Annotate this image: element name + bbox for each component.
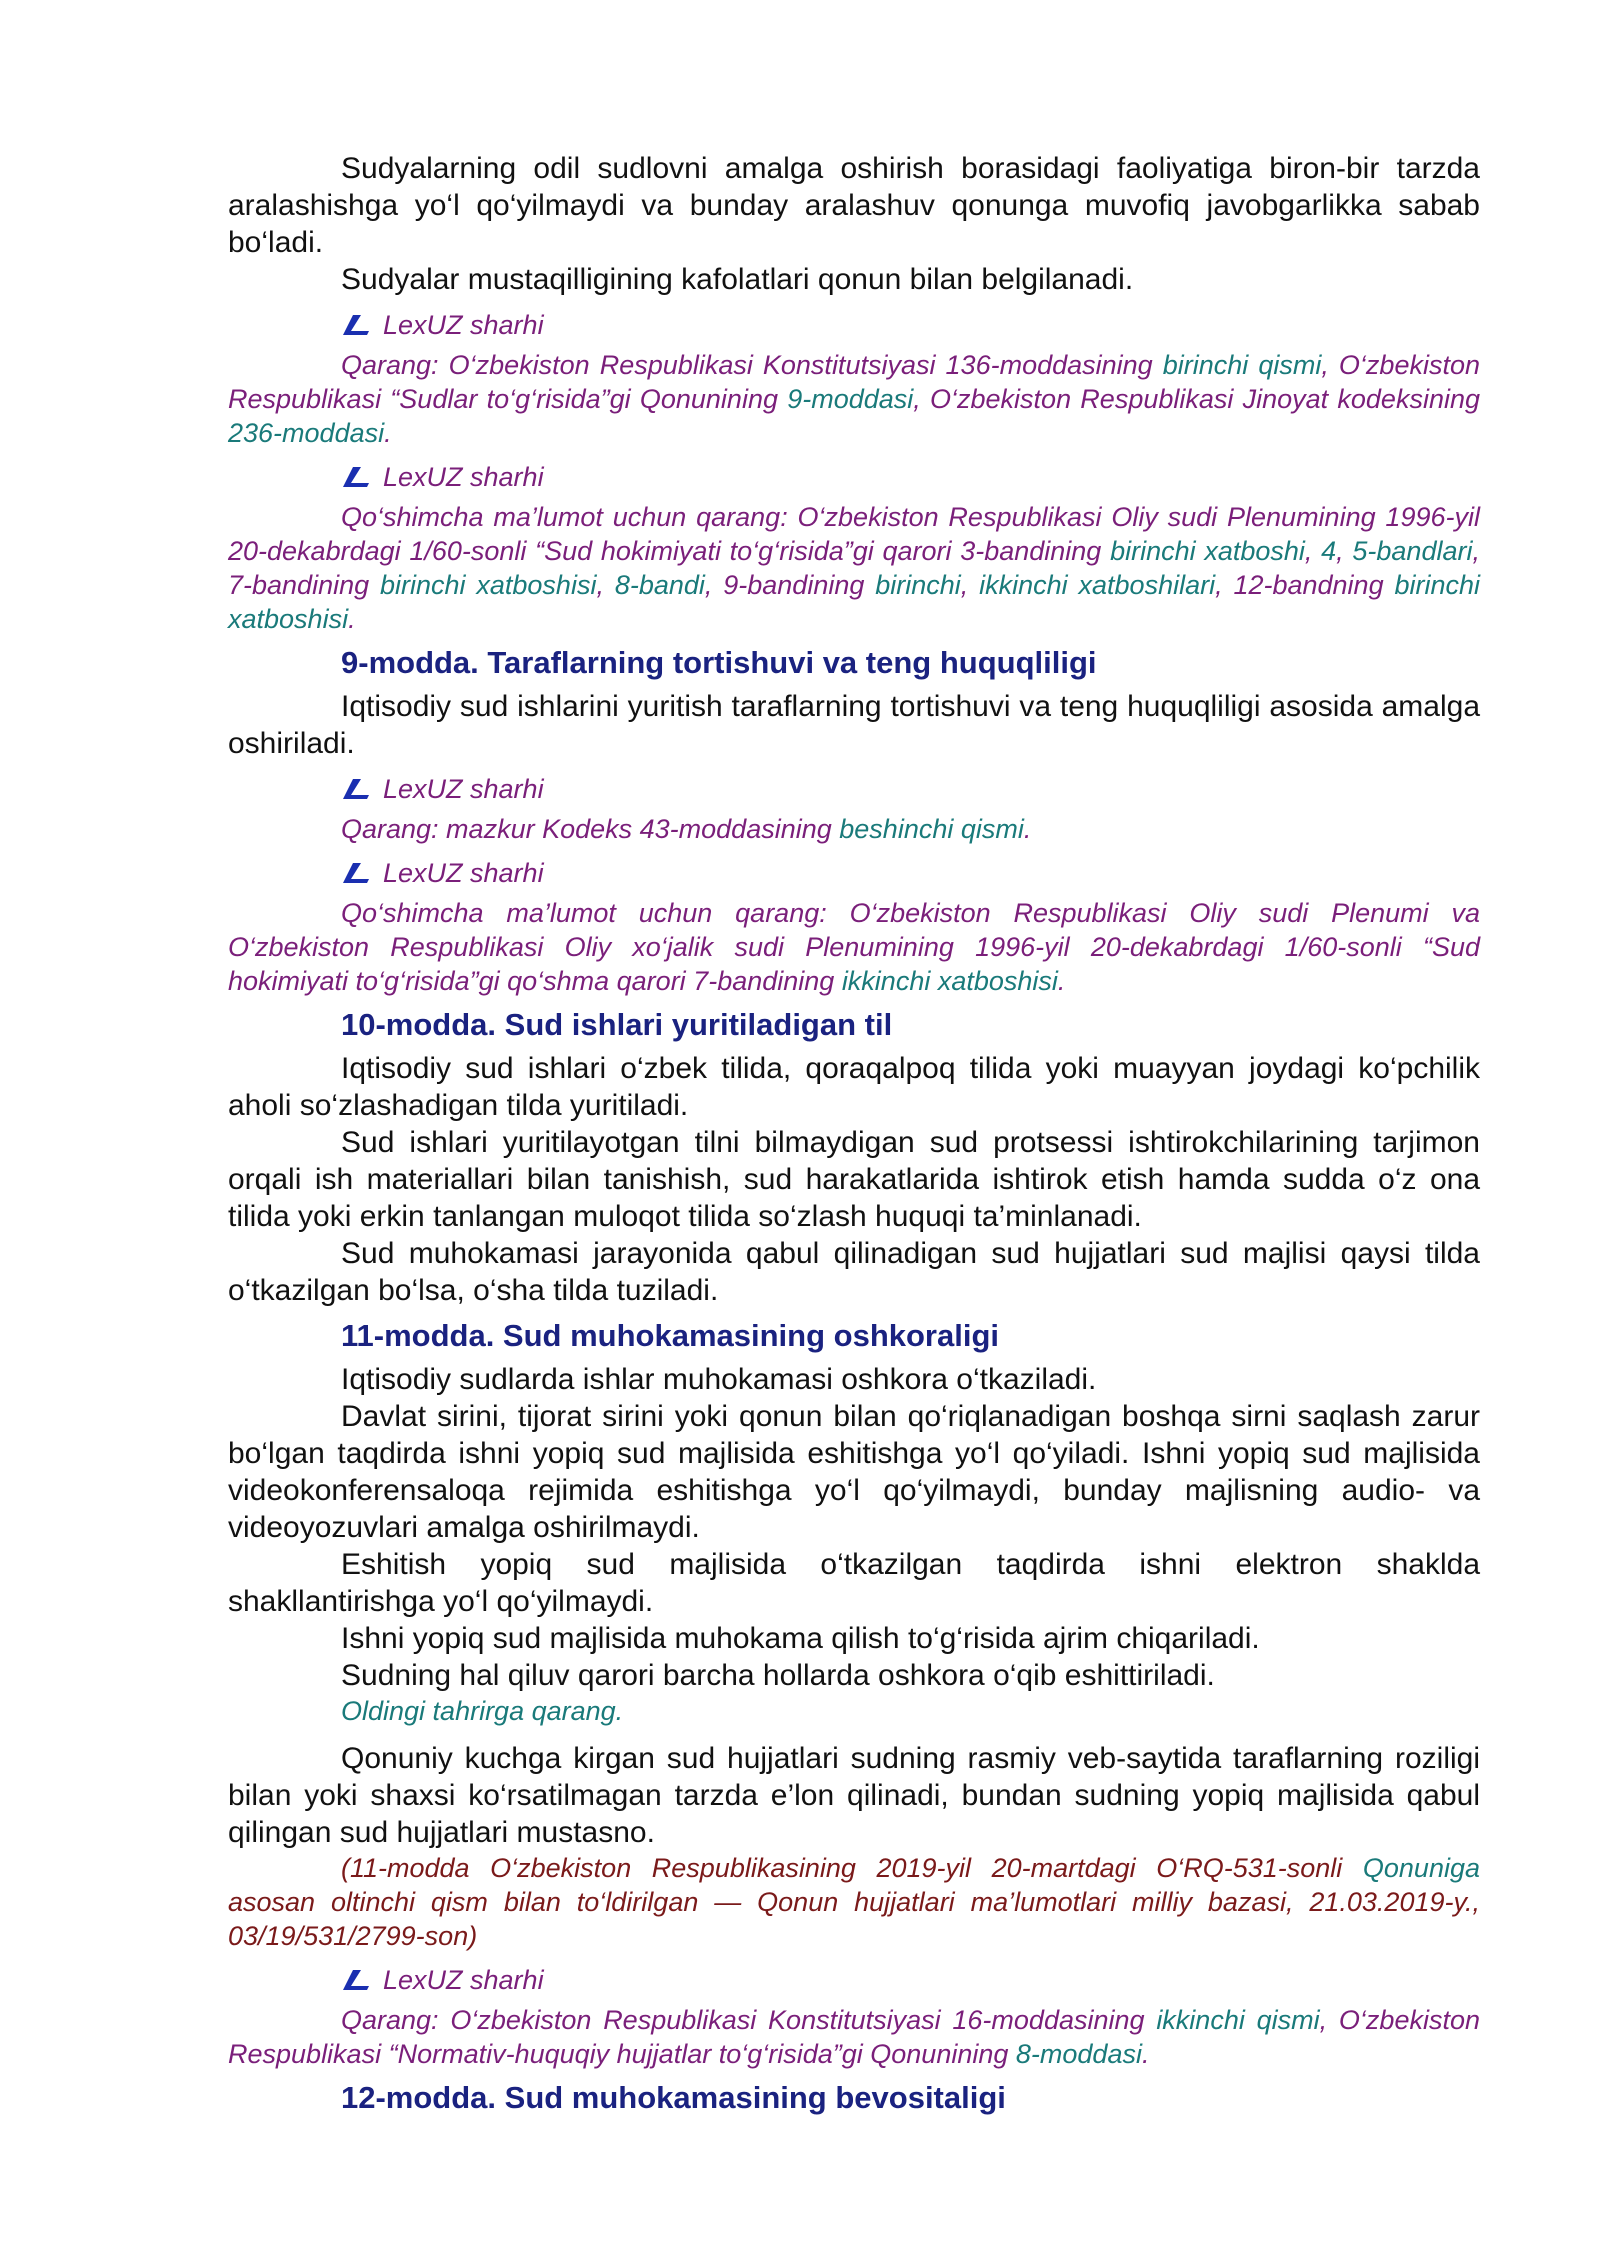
reference-link[interactable]: Qonuniga	[1362, 1853, 1480, 1883]
lexuz-comment-toggle[interactable]	[228, 308, 1480, 342]
article-heading-9: 9-modda. Taraflarning tortishuvi va teng huquqliligi	[341, 645, 1097, 680]
paragraph: Ishni yopiq sud majlisida muhokama qilish to‘g‘risida ajrim chiqariladi.	[341, 1622, 1260, 1655]
reference-link[interactable]: ikkinchi xatboshilari	[979, 570, 1216, 600]
document-body	[228, 150, 1480, 2123]
reference-link[interactable]: ikkinchi xatboshisi	[841, 966, 1058, 996]
reference-link[interactable]: ikkinchi qismi	[1156, 2005, 1320, 2035]
paragraph: Sudyalar mustaqilligining kafolatlari qonun bilan belgilanadi.	[341, 263, 1134, 296]
lexuz-icon	[341, 778, 371, 800]
lexuz-icon	[341, 1969, 371, 1991]
paragraph: Eshitish yopiq sud majlisida o‘tkazilgan taqdirda ishni elektron shaklda shakllantirishga yo‘l qo‘yilmaydi.	[228, 1548, 1480, 1618]
paragraph: Sud muhokamasi jarayonida qabul qilinadigan sud hujjatlari sud majlisi qaysi tilda o‘tkazilgan bo‘lsa, o‘sha tilda tuziladi.	[228, 1237, 1480, 1307]
reference-link[interactable]: birinchi xatboshisi	[379, 570, 597, 600]
paragraph: Sudning hal qiluv qarori barcha hollarda oshkora o‘qib eshittiriladi.	[341, 1659, 1215, 1692]
reference-link[interactable]: birinchi	[875, 570, 961, 600]
paragraph: Qonuniy kuchga kirgan sud hujjatlari sudning rasmiy veb-saytida taraflarning roziligi bilan yoki shaxsi ko‘rsatilmagan tarzda e’lon qilinadi, bundan sudning yopiq majlisida qabul qilingan sud hujjatlari mustasno.	[228, 1742, 1480, 1849]
reference-link[interactable]: birinchi xatboshisi	[228, 570, 1480, 634]
lexuz-icon	[341, 314, 371, 336]
reference-link[interactable]: 236-moddasi	[228, 418, 385, 448]
paragraph: Iqtisodiy sudlarda ishlar muhokamasi oshkora o‘tkaziladi.	[341, 1363, 1097, 1396]
paragraph: Iqtisodiy sud ishlari o‘zbek tilida, qoraqalpoq tilida yoki muayyan joydagi ko‘pchilik aholi so‘zlashadigan tilda yuritiladi.	[228, 1052, 1480, 1122]
previous-edition-link[interactable]: Oldingi tahrirga qarang.	[341, 1696, 624, 1726]
comment-note: Qarang: O‘zbekiston Respublikasi Konstitutsiyasi 136-moddasining birinchi qismi, O‘zbekiston Respublikasi “Sudlar to‘g‘risida”gi Qonunining 9-moddasi, O‘zbekiston Respublikasi Jinoyat kodeksining 236-moddasi.	[228, 350, 1480, 448]
comment-note: Qarang: O‘zbekiston Respublikasi Konstitutsiyasi 16-moddasining ikkinchi qismi, O‘zbekiston Respublikasi “Normativ-huquqiy hujjatlar to‘g‘risida”gi Qonunining 8-moddasi.	[228, 2005, 1480, 2069]
reference-link[interactable]: 4	[1321, 536, 1337, 566]
lexuz-icon	[341, 466, 371, 488]
lexuz-comment-toggle[interactable]	[228, 772, 1480, 806]
lexuz-comment-toggle[interactable]	[228, 460, 1480, 494]
paragraph: Sud ishlari yuritilayotgan tilni bilmaydigan sud protsessi ishtirokchilarining tarjimon orqali ish materiallari bilan tanishish, sud harakatlarida ishtirok etish hamda sudda o‘z ona tilida yoki erkin tanlangan muloqot tilida so‘zlash huquqi ta’minlanadi.	[228, 1126, 1480, 1233]
lexuz-label: LexUZ sharhi	[383, 1965, 544, 1995]
lexuz-label: LexUZ sharhi	[383, 774, 544, 804]
article-heading-10: 10-modda. Sud ishlari yuritiladigan til	[341, 1007, 893, 1042]
lexuz-label: LexUZ sharhi	[383, 310, 544, 340]
lexuz-comment-toggle[interactable]	[228, 1963, 1480, 1997]
paragraph: Davlat sirini, tijorat sirini yoki qonun bilan qo‘riqlanadigan boshqa sirni saqlash zarur bo‘lgan taqdirda ishni yopiq sud majlisida eshitishga yo‘l qo‘yiladi. Ishni yopiq sud majlisida videokonferensaloqa rejimida eshitishga yo‘l qo‘yilmaydi, bunday majlisning audio- va videoyozuvlari amalga oshirilmaydi.	[228, 1400, 1480, 1544]
reference-link[interactable]: 8-moddasi	[1015, 2039, 1142, 2069]
paragraph: Iqtisodiy sud ishlarini yuritish taraflarning tortishuvi va teng huquqliligi asosida amalga oshiriladi.	[228, 690, 1480, 760]
article-heading-12: 12-modda. Sud muhokamasining bevositaligi	[341, 2080, 1006, 2115]
lexuz-comment-toggle[interactable]	[228, 856, 1480, 890]
reference-link[interactable]: 5-bandlari	[1352, 536, 1473, 566]
lexuz-label: LexUZ sharhi	[383, 858, 544, 888]
reference-link[interactable]: birinchi xatboshi	[1110, 536, 1305, 566]
reference-link[interactable]: 8-bandi	[614, 570, 705, 600]
reference-link[interactable]: beshinchi qismi	[839, 814, 1024, 844]
lexuz-label: LexUZ sharhi	[383, 462, 544, 492]
article-heading-11: 11-modda. Sud muhokamasining oshkoraligi	[341, 1318, 1000, 1353]
reference-link[interactable]: 9-moddasi	[787, 384, 914, 414]
paragraph: Sudyalarning odil sudlovni amalga oshirish borasidagi faoliyatiga biron-bir tarzda aralashishga yo‘l qo‘yilmaydi va bunday aralashuv qonunga muvofiq javobgarlikka sabab bo‘ladi.	[228, 152, 1480, 259]
amendment-note: (11-modda O‘zbekiston Respublikasining 2019-yil 20-martdagi O‘RQ-531-sonli Qonuniga asosan oltinchi qism bilan to‘ldirilgan — Qonun hujjatlari ma’lumotlari milliy bazasi, 21.03.2019-y., 03/19/531/2799-son)	[228, 1853, 1480, 1951]
lexuz-icon	[341, 862, 371, 884]
comment-note: Qarang: mazkur Kodeks 43-moddasining beshinchi qismi.	[341, 814, 1032, 844]
comment-note: Qo‘shimcha ma’lumot uchun qarang: O‘zbekiston Respublikasi Oliy sudi Plenumi va O‘zbekiston Respublikasi Oliy xo‘jalik sudi Plenumining 1996-yil 20-dekabrdagi 1/60-sonli “Sud hokimiyati to‘g‘risida”gi qo‘shma qarori 7-bandining ikkinchi xatboshisi.	[228, 898, 1480, 996]
reference-link[interactable]: birinchi qismi	[1162, 350, 1322, 380]
comment-note: Qo‘shimcha ma’lumot uchun qarang: O‘zbekiston Respublikasi Oliy sudi Plenumining 1996-yil 20-dekabrdagi 1/60-sonli “Sud hokimiyati to‘g‘risida”gi qarori 3-bandining birinchi xatboshi, 4, 5-bandlari, 7-bandining birinchi xatboshisi, 8-bandi, 9-bandining birinchi, ikkinchi xatboshilari, 12-bandning birinchi xatboshisi.	[228, 502, 1480, 634]
